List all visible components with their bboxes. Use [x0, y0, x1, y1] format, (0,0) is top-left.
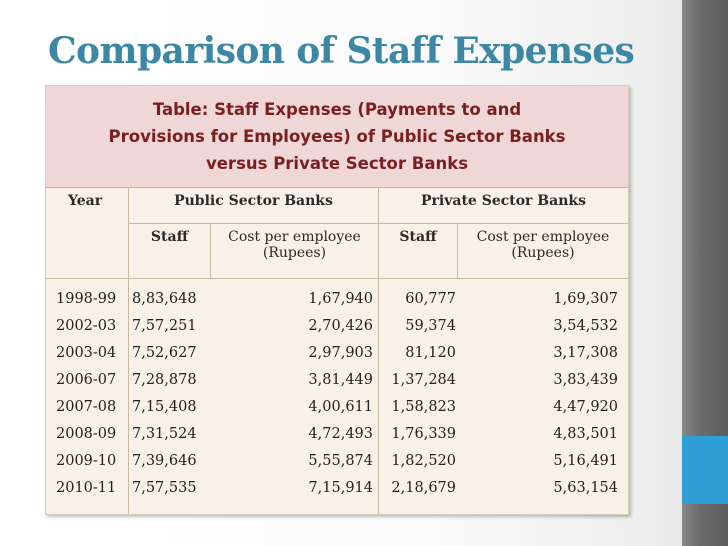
header-private-cost	[458, 229, 628, 261]
table-body	[46, 286, 628, 502]
table-row	[46, 394, 628, 421]
cell-private-staff: 60,777	[405, 291, 456, 307]
cell-private-cost: 4,47,920	[553, 399, 618, 415]
cell-public-staff: 7,57,251	[132, 318, 197, 334]
cell-year: 2002-03	[56, 318, 117, 334]
slide-title: Comparison of Staff Expenses	[48, 30, 635, 72]
cell-private-staff: 1,76,339	[391, 426, 456, 442]
header-public-cost	[211, 229, 378, 261]
table-row	[46, 313, 628, 340]
header-divider	[128, 223, 628, 224]
cell-public-cost: 2,70,426	[308, 318, 373, 334]
staff-expenses-table	[45, 85, 629, 515]
cell-year: 2010-11	[56, 480, 117, 496]
table-row	[46, 286, 628, 313]
table-row	[46, 340, 628, 367]
cell-private-staff: 2,18,679	[391, 480, 456, 496]
header-public-sector-banks: Public Sector Banks	[174, 193, 333, 209]
cell-public-staff: 7,57,535	[132, 480, 197, 496]
cell-public-cost: 4,72,493	[308, 426, 373, 442]
table-row	[46, 475, 628, 502]
header-public-staff: Staff	[150, 229, 189, 245]
cell-year: 2006-07	[56, 372, 117, 388]
cell-year: 2003-04	[56, 345, 117, 361]
cell-private-cost: 5,16,491	[553, 453, 618, 469]
right-accent-block	[682, 436, 728, 504]
table-row	[46, 421, 628, 448]
cell-public-cost: 3,81,449	[308, 372, 373, 388]
cell-public-staff: 7,52,627	[132, 345, 197, 361]
caption-line: Provisions for Employees) of Public Sector Banks	[108, 127, 566, 146]
cell-public-staff: 7,28,878	[132, 372, 197, 388]
caption-line: Table: Staff Expenses (Payments to and	[152, 100, 522, 119]
cell-public-staff: 7,15,408	[132, 399, 197, 415]
header-public-cost-line1: Cost per employee	[228, 229, 361, 245]
cell-public-cost: 7,15,914	[308, 480, 373, 496]
caption-line: versus Private Sector Banks	[205, 154, 469, 173]
table-row	[46, 367, 628, 394]
cell-year: 2007-08	[56, 399, 117, 415]
header-private-sector-banks: Private Sector Banks	[421, 193, 586, 209]
table-row	[46, 448, 628, 475]
header-private-staff: Staff	[399, 229, 437, 245]
cell-private-cost: 3,83,439	[553, 372, 618, 388]
header-year: Year	[68, 193, 103, 209]
cell-private-cost: 3,54,532	[553, 318, 618, 334]
cell-private-cost: 3,17,308	[553, 345, 618, 361]
cell-public-staff: 8,83,648	[132, 291, 197, 307]
cell-public-cost: 2,97,903	[308, 345, 373, 361]
header-private-cost-line1: Cost per employee	[476, 229, 610, 245]
header-public-cost-line2: (Rupees)	[262, 245, 327, 261]
cell-year: 2009-10	[56, 453, 117, 469]
cell-public-cost: 4,00,611	[308, 399, 373, 415]
cell-private-staff: 1,37,284	[391, 372, 456, 388]
cell-private-staff: 1,82,520	[391, 453, 456, 469]
cell-private-staff: 59,374	[405, 318, 456, 334]
cell-year: 1998-99	[56, 291, 117, 307]
cell-private-staff: 81,120	[405, 345, 456, 361]
cell-public-staff: 7,31,524	[132, 426, 197, 442]
cell-private-cost: 5,63,154	[553, 480, 618, 496]
cell-private-cost: 4,83,501	[553, 426, 618, 442]
cell-public-cost: 1,67,940	[308, 291, 373, 307]
cell-private-cost: 1,69,307	[553, 291, 618, 307]
cell-public-cost: 5,55,874	[308, 453, 373, 469]
cell-public-staff: 7,39,646	[132, 453, 197, 469]
table-caption	[46, 86, 628, 188]
header-divider	[46, 278, 628, 279]
cell-private-staff: 1,58,823	[391, 399, 456, 415]
header-private-cost-line2: (Rupees)	[511, 245, 575, 261]
cell-year: 2008-09	[56, 426, 117, 442]
